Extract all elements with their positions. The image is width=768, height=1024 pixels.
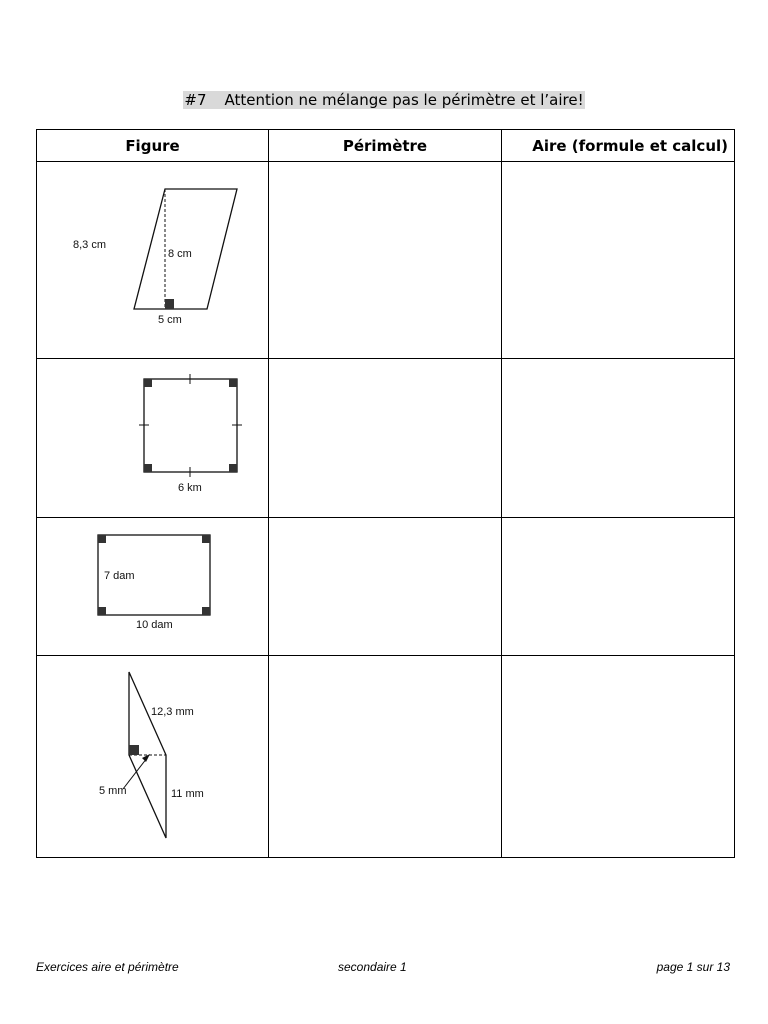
header-perimetre: Périmètre — [269, 130, 502, 162]
exercise-number: #7 — [184, 91, 207, 109]
exercise-instruction: Attention ne mélange pas le périmètre et l’aire! — [224, 91, 584, 109]
label-base: 5 cm — [158, 314, 182, 326]
aire-answer-cell[interactable] — [502, 162, 735, 359]
perimetre-answer-cell[interactable] — [269, 518, 502, 656]
label-height: 8 cm — [168, 248, 192, 260]
aire-answer-cell[interactable] — [502, 359, 735, 518]
exercise-table — [36, 129, 735, 858]
label-short: 5 mm — [99, 785, 127, 797]
square-figure — [37, 359, 269, 517]
label-side: 6 km — [178, 482, 202, 494]
label-long: 11 mm — [171, 788, 204, 800]
footer-level: secondaire 1 — [338, 960, 407, 974]
label-side: 12,3 mm — [151, 706, 194, 718]
aire-answer-cell[interactable] — [502, 518, 735, 656]
figure-cell — [37, 359, 269, 518]
footer-document-title: Exercices aire et périmètre — [36, 960, 179, 974]
table-row — [37, 162, 735, 359]
label-height: 7 dam — [104, 570, 135, 582]
label-side: 8,3 cm — [73, 239, 107, 251]
perimetre-answer-cell[interactable] — [269, 656, 502, 858]
table-row — [37, 656, 735, 858]
kite-figure — [37, 656, 269, 857]
header-aire: Aire (formule et calcul) — [502, 130, 735, 162]
figure-cell — [37, 518, 269, 656]
aire-answer-cell[interactable] — [502, 656, 735, 858]
header-figure: Figure — [37, 130, 269, 162]
figure-cell — [37, 656, 269, 858]
perimetre-answer-cell[interactable] — [269, 359, 502, 518]
perimetre-answer-cell[interactable] — [269, 162, 502, 359]
figure-cell — [37, 162, 269, 359]
table-row — [37, 359, 735, 518]
rectangle-figure — [37, 518, 269, 655]
table-row — [37, 518, 735, 656]
exercise-title — [0, 90, 768, 110]
footer-page-number: page 1 sur 13 — [656, 960, 730, 974]
label-base: 10 dam — [136, 619, 173, 631]
parallelogram-figure — [37, 162, 269, 358]
page-footer — [36, 960, 730, 976]
